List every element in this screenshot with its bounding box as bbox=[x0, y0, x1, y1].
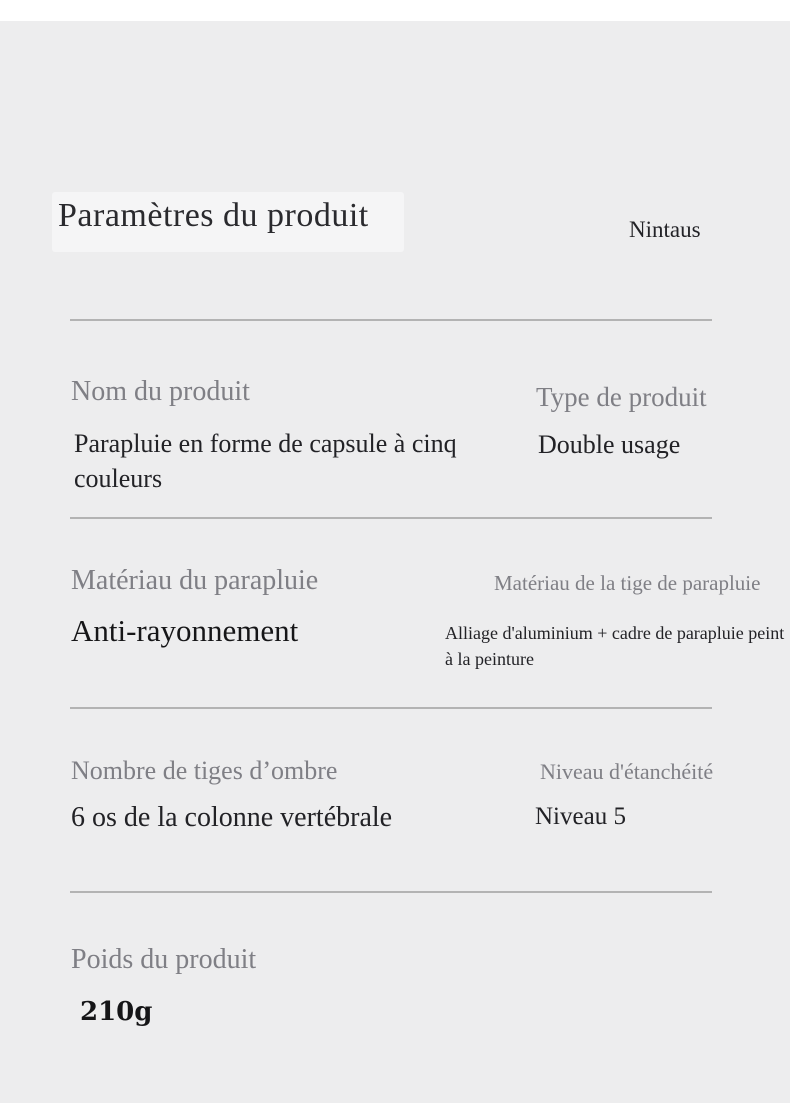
page-title: Paramètres du produit bbox=[58, 197, 369, 234]
section-divider bbox=[70, 319, 712, 321]
field-label-product-type: Type de produit bbox=[536, 382, 707, 412]
field-value-rib-count: 6 os de la colonne vertébrale bbox=[71, 802, 393, 833]
field-value-shaft-material: Alliage d'aluminium + cadre de parapluie peint à la peinture bbox=[445, 623, 785, 669]
section-divider bbox=[70, 891, 712, 893]
section-divider bbox=[70, 517, 712, 519]
field-value-umbrella-material: Anti-rayonnement bbox=[71, 613, 299, 648]
section-divider bbox=[70, 707, 712, 709]
content-panel bbox=[0, 21, 790, 1103]
field-value-waterproof-level: Niveau 5 bbox=[535, 803, 626, 830]
field-label-waterproof-level: Niveau d'étanchéité bbox=[540, 759, 714, 784]
brand-name: Nintaus bbox=[629, 217, 701, 242]
field-label-product-name: Nom du produit bbox=[71, 376, 250, 407]
field-label-rib-count: Nombre de tiges d’ombre bbox=[71, 756, 338, 785]
field-value-product-type: Double usage bbox=[538, 430, 681, 459]
field-value-product-name: Parapluie en forme de capsule à cinq couleurs bbox=[74, 429, 457, 493]
field-label-shaft-material: Matériau de la tige de parapluie bbox=[494, 571, 761, 595]
field-label-product-weight: Poids du produit bbox=[71, 944, 257, 975]
field-label-umbrella-material: Matériau du parapluie bbox=[71, 565, 319, 596]
field-value-product-weight: 210g bbox=[80, 997, 153, 1027]
